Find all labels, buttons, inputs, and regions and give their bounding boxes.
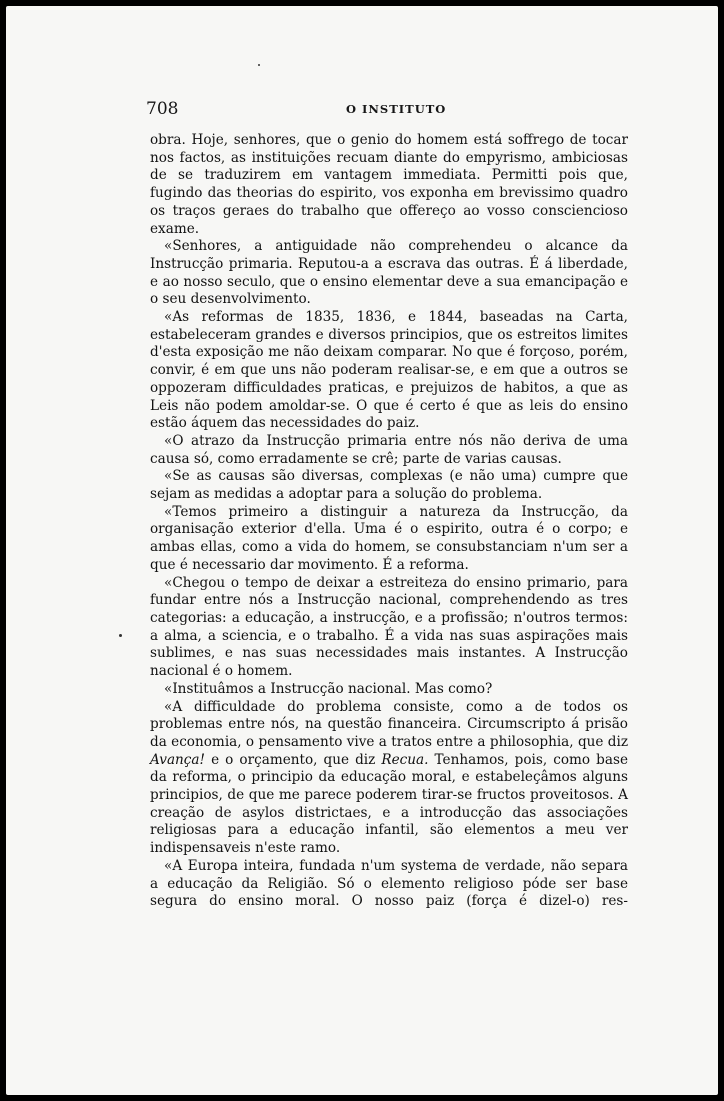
body-text	[150, 132, 628, 911]
paragraph: «Se as causas são diversas, complexas (e não uma) cumpre que sejam as medidas a adoptar para a solução do problema.	[150, 468, 628, 503]
running-title: O INSTITUTO	[346, 102, 447, 116]
paragraph: obra. Hoje, senhores, que o genio do homem está soffrego de tocar nos factos, as instituições recuam diante do empyrismo, ambiciosas de se traduzirem em vantagem immediata. Permitti pois que, fugindo das theorias do espirito, vos exponha em brevissimo quadro os traços geraes do trabalho que offereço ao vosso consciencioso exame.	[150, 132, 628, 237]
emphasis-avanca: Avança!	[150, 751, 205, 768]
paragraph: «As reformas de 1835, 1836, e 1844, baseadas na Carta, estabeleceram grandes e diversos principios, que os estreitos limites d'esta exposição me não deixam comparar. No que é forçoso, porém, convir, é em que uns não poderam realisar-se, e em que a outros se oppozeram difficuldades praticas, e prejuizos de habitos, a que as Leis não podem amoldar-se. O que é certo é que as leis do ensino estão áquem das necessidades do paiz.	[150, 309, 628, 432]
paragraph-text: e o orçamento, que diz	[205, 751, 382, 768]
emphasis-recua: Recua.	[381, 751, 429, 768]
paragraph: «Temos primeiro a distinguir a natureza da Instrucção, da organisação exterior d'ella. Uma é o espirito, outra é o corpo; e ambas ellas, como a vida do homem, se consubstanciam n'um ser a que é necessario dar movimento. É a reforma.	[150, 503, 628, 573]
paragraph-text: «A difficuldade do problema consiste, como a de todos os problemas entre nós, na questão financeira. Circumscripto á prisão da economia, o pensamento vive a tratos entre a philosophia, que diz	[150, 698, 628, 750]
paragraph-text: Tenhamos, pois, como base da reforma, o principio da educação moral, e estabeleçâmos alguns principios, de que me parece poderem tirar-se fructos proveitosos. A creação de asylos districtaes, e a introducção das associações religiosas para a educação infantil, são elementos a meu ver indispensaveis n'este ramo.	[150, 751, 628, 857]
scan-speck	[119, 634, 122, 637]
paragraph: «O atrazo da Instrucção primaria entre nós não deriva de uma causa só, como erradamente se crê; parte de varias causas.	[150, 432, 628, 467]
paragraph: «Instituâmos a Instrucção nacional. Mas como?	[164, 680, 493, 697]
page-number: 708	[146, 99, 179, 119]
page-header	[146, 99, 632, 119]
paragraph	[150, 699, 628, 858]
paragraph: «Chegou o tempo de deixar a estreiteza do ensino primario, para fundar entre nós a Instrucção nacional, comprehendendo as tres categorias: a educação, a instrucção, e a profissão; n'outros termos: a alma, a sciencia, e o trabalho. É a vida nas suas aspirações mais sublimes, e nas suas necessidades mais instantes. A Instrucção nacional é o homem.	[150, 574, 628, 680]
paragraph: «Senhores, a antiguidade não comprehendeu o alcance da Instrucção primaria. Reputou-a a escrava das outras. É á liberdade, e ao nosso seculo, que o ensino elementar deve a sua emancipação e o seu desenvolvimento.	[150, 238, 628, 308]
paragraph: «A Europa inteira, fundada n'um systema de verdade, não separa a educação da Religião. Só o elemento religioso póde ser base segura do ensino moral. O nosso paiz (força é dizel-o) res-	[150, 857, 628, 910]
scan-speck	[258, 64, 260, 66]
